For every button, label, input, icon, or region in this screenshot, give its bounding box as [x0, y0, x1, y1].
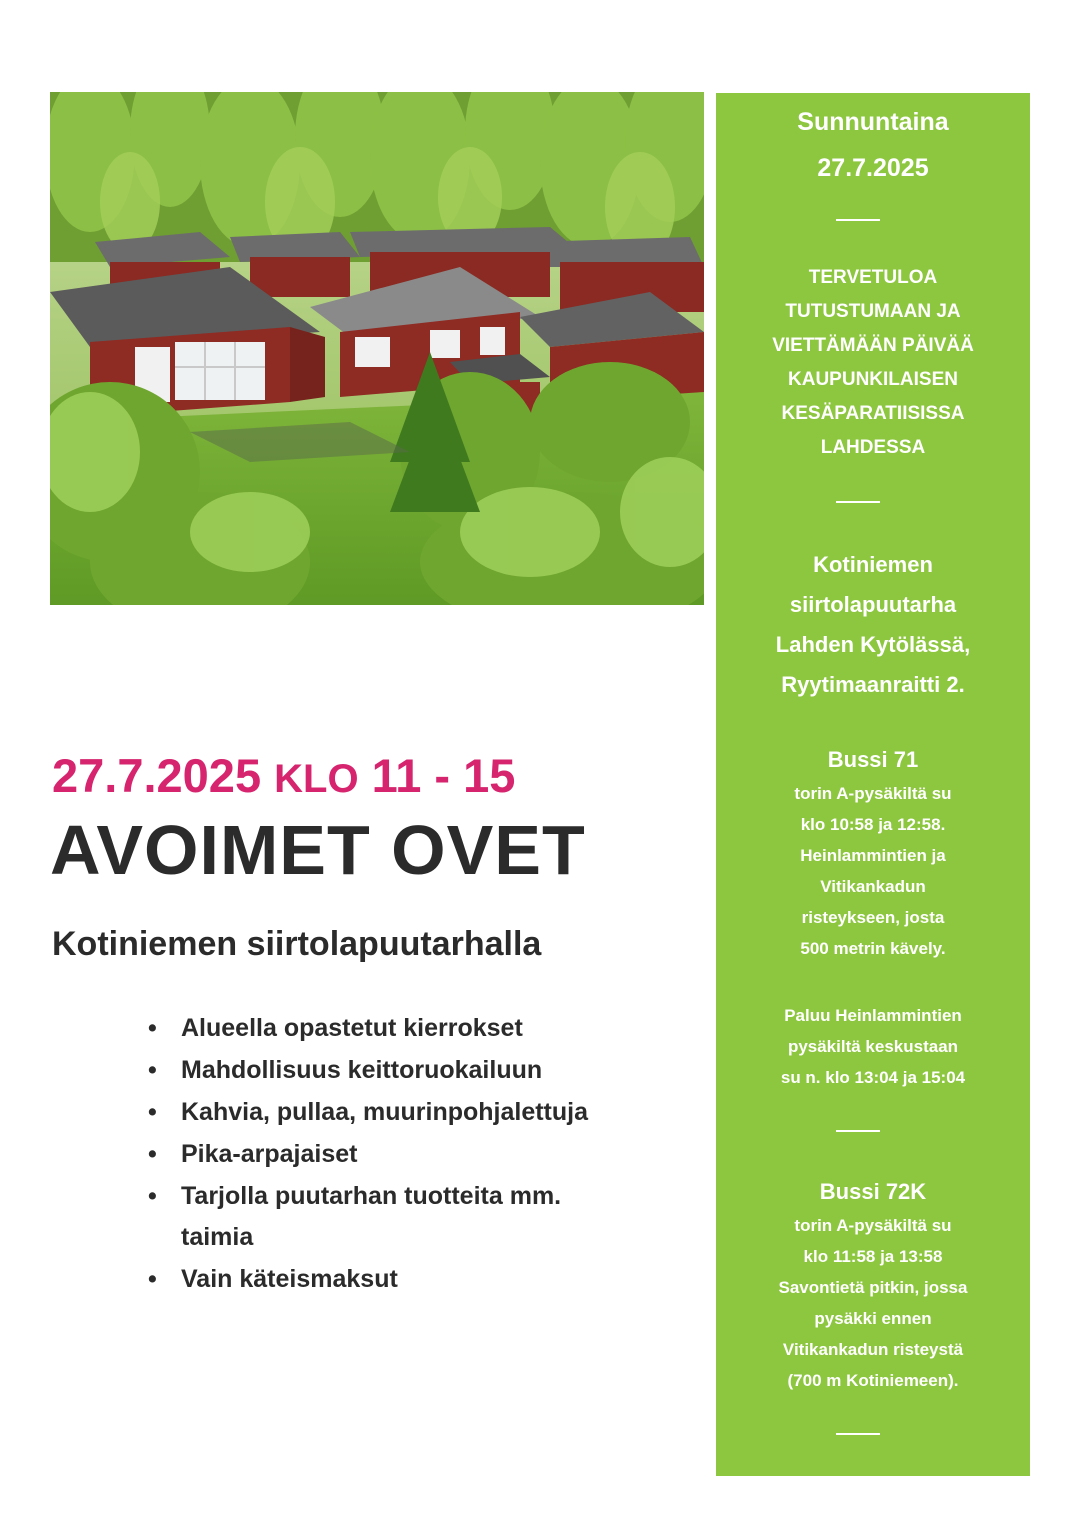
- bus-line: Vitikankadun risteystä: [782, 1340, 964, 1359]
- welcome-line: KAUPUNKILAISEN: [788, 369, 958, 390]
- day-date: 27.7.2025: [817, 154, 929, 182]
- subtitle: Kotiniemen siirtolapuutarhalla: [52, 925, 542, 963]
- welcome-line: TERVETULOA: [808, 267, 938, 288]
- list-item: • Pika-arpajaiset: [148, 1134, 688, 1175]
- welcome-text: [716, 261, 1030, 465]
- bus-line: klo 10:58 ja 12:58.: [800, 815, 946, 834]
- bus-72k-route: [716, 1210, 1030, 1396]
- list-item: • Alueella opastetut kierrokset: [148, 1008, 688, 1049]
- bus-line: Heinlammintien ja: [800, 846, 946, 865]
- return-line: pysäkiltä keskustaan: [787, 1037, 959, 1056]
- venue-line: Ryytimaanraitti 2.: [781, 672, 965, 697]
- bus-71-route: [716, 778, 1030, 964]
- bus-line: risteykseen, josta: [801, 908, 945, 927]
- time-text: 11 - 15: [358, 749, 516, 802]
- return-line: Paluu Heinlammintien: [784, 1006, 962, 1025]
- bus-line: Vitikankadun: [820, 877, 926, 896]
- bus-72k-info: [716, 1177, 1030, 1396]
- welcome-line: VIETTÄMÄÄN PÄIVÄÄ: [772, 335, 974, 356]
- bus-71-info: [716, 745, 1030, 964]
- venue-line: siirtolapuutarha: [789, 592, 957, 617]
- bus-71-title: Bussi 71: [827, 747, 919, 772]
- return-line: su n. klo 13:04 ja 15:04: [780, 1068, 966, 1087]
- day-name: Sunnuntaina: [797, 108, 949, 136]
- bus-line: torin A-pysäkiltä su: [794, 1216, 952, 1235]
- bus-line: 500 metrin kävely.: [800, 939, 946, 958]
- bus-71-return: [716, 1000, 1030, 1093]
- bus-line: pysäkki ennen: [814, 1309, 932, 1328]
- divider: [836, 219, 880, 221]
- garden-photo: [50, 92, 704, 605]
- page-title: AVOIMET OVET: [50, 811, 586, 889]
- divider: [836, 1433, 880, 1435]
- divider: [836, 1130, 880, 1132]
- feature-list: [148, 1008, 688, 1301]
- event-day: [716, 99, 1030, 191]
- list-item: • Tarjolla puutarhan tuotteita mm. taimia: [148, 1176, 591, 1258]
- klo-text: KLO: [274, 757, 359, 801]
- info-sidebar: [716, 93, 1030, 1476]
- venue-line: Lahden Kytölässä,: [775, 632, 971, 657]
- list-item: • Mahdollisuus keittoruokailuun: [148, 1050, 688, 1091]
- list-item: • Kahvia, pullaa, muurinpohjalettuja: [148, 1092, 688, 1133]
- bus-line: klo 11:58 ja 13:58: [803, 1247, 943, 1266]
- event-date-time: [52, 748, 515, 807]
- bus-72k-title: Bussi 72K: [819, 1179, 927, 1204]
- welcome-line: TUTUSTUMAAN JA: [785, 301, 961, 322]
- venue-address: [716, 545, 1030, 705]
- venue-line: Kotiniemen: [813, 552, 933, 577]
- bus-line: (700 m Kotiniemeen).: [787, 1371, 959, 1390]
- list-item: • Vain käteismaksut: [148, 1259, 688, 1300]
- welcome-line: LAHDESSA: [820, 437, 926, 458]
- divider: [836, 501, 880, 503]
- date-text: 27.7.2025: [52, 749, 275, 802]
- welcome-line: KESÄPARATIISISSA: [781, 403, 965, 424]
- bus-line: Savontietä pitkin, jossa: [778, 1278, 968, 1297]
- bus-line: torin A-pysäkiltä su: [794, 784, 952, 803]
- garden-photo-illustration: [50, 92, 704, 605]
